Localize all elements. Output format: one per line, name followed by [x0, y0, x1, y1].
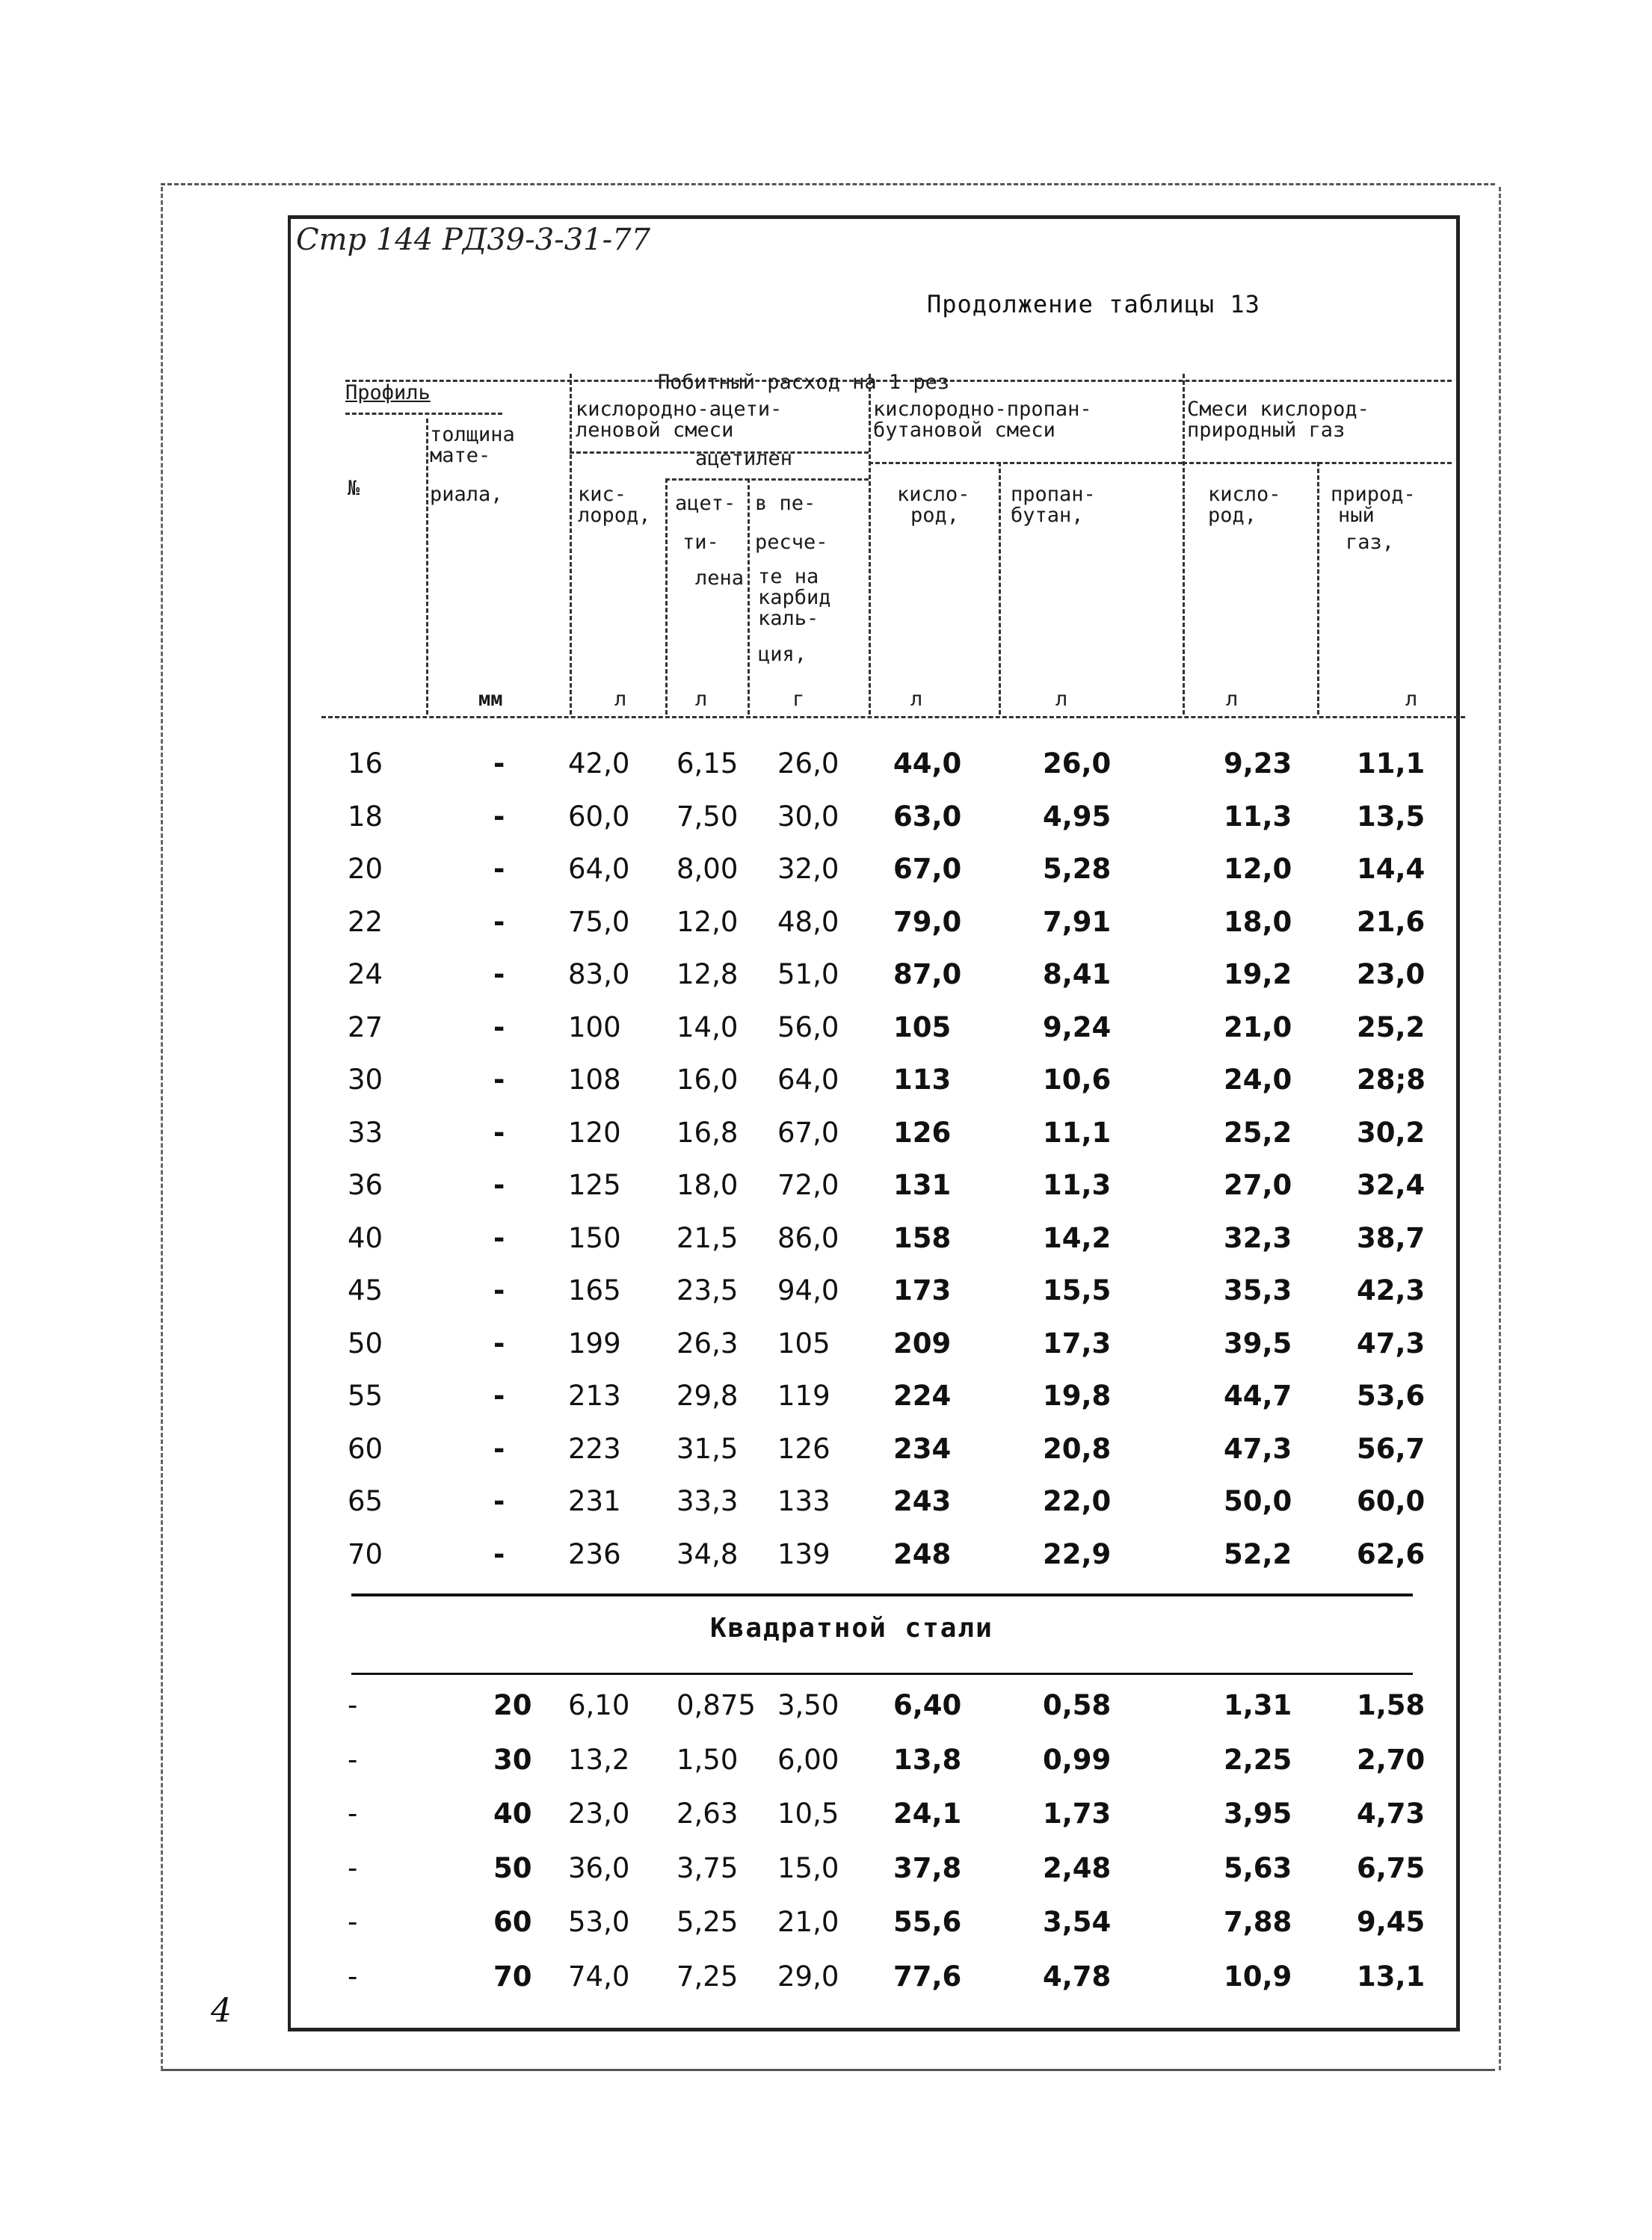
table-cell: 75,0: [568, 905, 630, 938]
table-cell: 3,75: [676, 1851, 739, 1884]
table-cell: 37,8: [893, 1851, 962, 1884]
table-cell: 47,3: [1357, 1327, 1426, 1360]
table-row: [0, 1485, 1652, 1530]
table-cell: -: [493, 1011, 505, 1043]
table-cell: 243: [893, 1485, 952, 1517]
table-cell: 63,0: [893, 800, 962, 833]
table-cell: 13,2: [568, 1743, 630, 1776]
table-cell: 29,8: [676, 1380, 739, 1412]
table-cell: 100: [568, 1011, 621, 1043]
header-group3-title-2: природный газ: [1187, 419, 1346, 442]
table-row: [0, 1380, 1652, 1425]
header-g1-c2-2: ти-: [682, 531, 719, 554]
table-cell: -: [348, 1851, 358, 1884]
table-cell: 47,3: [1224, 1432, 1292, 1465]
table-cell: 35,3: [1224, 1274, 1292, 1306]
header-number: №: [348, 477, 360, 500]
table-cell: 65: [348, 1485, 383, 1517]
table-cell: 6,75: [1357, 1851, 1426, 1884]
table-cell: 20: [348, 853, 383, 885]
table-cell: 224: [893, 1380, 952, 1412]
header-g1-c3-4: карбид: [758, 586, 831, 609]
table-cell: 139: [777, 1537, 830, 1570]
table-cell: 7,88: [1224, 1906, 1292, 1938]
table-row: [0, 747, 1652, 792]
header-g2-c2-1: пропан-: [1011, 483, 1096, 506]
table-cell: 26,3: [676, 1327, 739, 1360]
header-g1-c3-6: ция,: [758, 643, 807, 666]
header-thickness-2: мате-: [430, 444, 491, 467]
table-cell: 24: [348, 958, 383, 990]
table-cell: 5,28: [1043, 853, 1112, 885]
table-row: [0, 853, 1652, 898]
table-cell: 2,25: [1224, 1743, 1292, 1776]
table-cell: 53,0: [568, 1906, 630, 1938]
header-g3-c2-3: газ,: [1346, 531, 1395, 554]
table-cell: 67,0: [893, 853, 962, 885]
table-cell: 21,6: [1357, 905, 1426, 938]
scan-edge-bottom: [161, 2069, 1495, 2071]
table-row: [0, 800, 1652, 845]
table-row: [0, 1852, 1652, 1897]
table-cell: 10,5: [777, 1798, 839, 1830]
table-cell: 6,10: [568, 1689, 630, 1721]
table-cell: 0,99: [1043, 1743, 1112, 1776]
table-divider: [351, 1593, 1413, 1596]
table-cell: -: [493, 1169, 505, 1201]
table-row: [0, 1169, 1652, 1214]
table-cell: -: [493, 1327, 505, 1360]
table-cell: 113: [893, 1064, 952, 1096]
table-cell: 74,0: [568, 1960, 630, 1993]
table-cell: 48,0: [777, 905, 839, 938]
table-cell: -: [493, 1485, 505, 1517]
table-cell: 133: [777, 1485, 830, 1517]
table-cell: 20,8: [1043, 1432, 1112, 1465]
table-row: [0, 958, 1652, 1003]
table-cell: -: [493, 1432, 505, 1465]
table-cell: 20: [493, 1689, 532, 1721]
table-cell: -: [493, 958, 505, 990]
table-cell: 23,0: [1357, 958, 1426, 990]
header-g1-c3-1: в пе-: [755, 492, 816, 515]
table-cell: -: [493, 905, 505, 938]
table-cell: 248: [893, 1537, 952, 1570]
table-cell: 30,0: [777, 800, 839, 833]
table-cell: 126: [777, 1432, 830, 1465]
table-row: [0, 1064, 1652, 1108]
table-cell: 56,7: [1357, 1432, 1426, 1465]
header-g1-c1-2: лород,: [578, 504, 651, 527]
table-cell: -: [493, 800, 505, 833]
table-cell: -: [348, 1743, 358, 1776]
table-cell: -: [348, 1906, 358, 1938]
table-cell: 94,0: [777, 1274, 839, 1306]
unit-c1: л: [614, 688, 627, 711]
header-g3-c2-1: природ-: [1331, 483, 1416, 506]
table-cell: 18: [348, 800, 383, 833]
table-cell: 11,1: [1043, 1116, 1112, 1149]
table-cell: 3,50: [777, 1689, 839, 1721]
table-row: [0, 1011, 1652, 1056]
table-row: [0, 1327, 1652, 1372]
table-cell: -: [493, 1064, 505, 1096]
header-main: Побитный расход на 1 рез: [658, 371, 950, 394]
header-group3-title-1: Смеси кислород-: [1187, 398, 1369, 421]
header-group1-title-2: леновой смеси: [576, 419, 734, 442]
unit-c4: л: [910, 688, 923, 711]
table-cell: 150: [568, 1221, 621, 1254]
table-cell: -: [348, 1689, 358, 1721]
table-cell: 32,0: [777, 853, 839, 885]
table-cell: 56,0: [777, 1011, 839, 1043]
table-cell: 234: [893, 1432, 952, 1465]
table-cell: 9,23: [1224, 747, 1292, 780]
table-cell: 10,9: [1224, 1960, 1292, 1993]
header-g3-c1-1: кисло-: [1208, 483, 1281, 506]
table-cell: 9,45: [1357, 1906, 1426, 1938]
table-cell: 6,00: [777, 1743, 839, 1776]
table-cell: 19,8: [1043, 1380, 1112, 1412]
table-cell: 40: [348, 1221, 383, 1254]
table-row: [0, 1117, 1652, 1161]
table-cell: -: [493, 747, 505, 780]
table-cell: 42,3: [1357, 1274, 1426, 1306]
table-cell: 60: [493, 1906, 532, 1938]
table-cell: 4,95: [1043, 800, 1112, 833]
table-cell: -: [348, 1960, 358, 1993]
table-cell: 2,70: [1357, 1743, 1426, 1776]
table-cell: 26,0: [1043, 747, 1112, 780]
unit-c5: л: [1055, 688, 1068, 711]
table-cell: 6,15: [676, 747, 739, 780]
header-g1-c3-5: каль-: [758, 607, 819, 630]
table-cell: 12,0: [1224, 853, 1292, 885]
table-cell: 131: [893, 1169, 952, 1201]
table-cell: 26,0: [777, 747, 839, 780]
table-cell: 25,2: [1224, 1116, 1292, 1149]
table-cell: 0,58: [1043, 1689, 1112, 1721]
table-cell: 1,58: [1357, 1689, 1426, 1721]
table-cell: 6,40: [893, 1689, 962, 1721]
table-cell: 14,0: [676, 1011, 739, 1043]
table-cell: 105: [777, 1327, 830, 1360]
table-cell: -: [493, 1274, 505, 1306]
table-cell: 27,0: [1224, 1169, 1292, 1201]
table-cell: 38,7: [1357, 1221, 1426, 1254]
table-cell: 70: [348, 1537, 383, 1570]
table-cell: 223: [568, 1432, 621, 1465]
table-cell: 5,63: [1224, 1851, 1292, 1884]
table-cell: 55,6: [893, 1906, 962, 1938]
table-cell: 40: [493, 1798, 532, 1830]
page-stamp: Стр 144 РД39-3-31-77: [296, 223, 651, 257]
unit-c7: л: [1405, 688, 1418, 711]
table-cell: 16: [348, 747, 383, 780]
table-cell: 173: [893, 1274, 952, 1306]
table-cell: 21,0: [777, 1906, 839, 1938]
table-cell: 119: [777, 1380, 830, 1412]
table-cell: 19,2: [1224, 958, 1292, 990]
table-cell: 70: [493, 1960, 532, 1993]
table-cell: 11,1: [1357, 747, 1426, 780]
table-cell: 13,5: [1357, 800, 1426, 833]
table-cell: -: [493, 1380, 505, 1412]
table-row: [0, 1274, 1652, 1319]
table-cell: 11,3: [1043, 1169, 1112, 1201]
table-cell: 1,50: [676, 1743, 739, 1776]
table-row: [0, 1798, 1652, 1842]
table-cell: 77,6: [893, 1960, 962, 1993]
table-cell: 36,0: [568, 1851, 630, 1884]
table-cell: 60: [348, 1432, 383, 1465]
table-cell: 12,0: [676, 905, 739, 938]
table-cell: 25,2: [1357, 1011, 1426, 1043]
table-cell: 50,0: [1224, 1485, 1292, 1517]
table-cell: -: [348, 1798, 358, 1830]
table-cell: 42,0: [568, 747, 630, 780]
table-cell: 52,2: [1224, 1537, 1292, 1570]
table-cell: 7,91: [1043, 905, 1112, 938]
table-cell: 45: [348, 1274, 383, 1306]
header-g3-c1-2: род,: [1208, 504, 1257, 527]
table-cell: 16,0: [676, 1064, 739, 1096]
page-mark: 4: [211, 1992, 232, 2030]
table-row: [0, 1433, 1652, 1478]
table-cell: 120: [568, 1116, 621, 1149]
table-cell: 16,8: [676, 1116, 739, 1149]
table-cell: 22,9: [1043, 1537, 1112, 1570]
table-cell: 34,8: [676, 1537, 739, 1570]
table-cell: 22,0: [1043, 1485, 1112, 1517]
header-profile: Профиль: [345, 381, 431, 404]
table-cell: 60,0: [568, 800, 630, 833]
unit-c6: л: [1226, 688, 1239, 711]
header-g2-c2-2: бутан,: [1011, 504, 1084, 527]
header-g3-c2-2: ный: [1338, 504, 1375, 527]
table-cell: 3,54: [1043, 1906, 1112, 1938]
table-cell: 8,00: [676, 853, 739, 885]
table-caption: Продолжение таблицы 13: [927, 290, 1260, 318]
table-cell: 87,0: [893, 958, 962, 990]
table-cell: 27: [348, 1011, 383, 1043]
header-g1-c1-1: кис-: [578, 483, 627, 506]
table-cell: 67,0: [777, 1116, 839, 1149]
table-cell: 1,73: [1043, 1798, 1112, 1830]
table-cell: 236: [568, 1537, 621, 1570]
table-cell: 22: [348, 905, 383, 938]
table-cell: 18,0: [676, 1169, 739, 1201]
table-cell: 55: [348, 1380, 383, 1412]
table-cell: 51,0: [777, 958, 839, 990]
table-cell: -: [493, 1537, 505, 1570]
table-cell: 44,0: [893, 747, 962, 780]
table-cell: 3,95: [1224, 1798, 1292, 1830]
table-cell: 105: [893, 1011, 952, 1043]
table-cell: 10,6: [1043, 1064, 1112, 1096]
table-cell: 23,0: [568, 1798, 630, 1830]
table-cell: 9,24: [1043, 1011, 1112, 1043]
table-cell: 17,3: [1043, 1327, 1112, 1360]
table-cell: 15,0: [777, 1851, 839, 1884]
table-cell: 30,2: [1357, 1116, 1426, 1149]
table-cell: 7,25: [676, 1960, 739, 1993]
table-cell: 31,5: [676, 1432, 739, 1465]
table-cell: 23,5: [676, 1274, 739, 1306]
header-g1-c2-3: лена: [695, 567, 745, 590]
table-cell: 126: [893, 1116, 952, 1149]
header-thickness-3: риала,: [430, 483, 503, 506]
table-cell: 13,8: [893, 1743, 962, 1776]
table-cell: 108: [568, 1064, 621, 1096]
header-g1-c3-2: ресче-: [755, 531, 828, 554]
table-cell: 21,0: [1224, 1011, 1292, 1043]
unit-c3: г: [792, 688, 805, 711]
table-cell: 18,0: [1224, 905, 1292, 938]
table-cell: 21,5: [676, 1221, 739, 1254]
table-cell: 213: [568, 1380, 621, 1412]
table-cell: 15,5: [1043, 1274, 1112, 1306]
table-cell: -: [493, 1221, 505, 1254]
table-row: [0, 1538, 1652, 1583]
table-cell: 33: [348, 1116, 383, 1149]
table-cell: 83,0: [568, 958, 630, 990]
scan-edge-top: [161, 183, 1495, 185]
table-cell: 125: [568, 1169, 621, 1201]
header-thickness-1: толщина: [430, 423, 515, 446]
header-g2-c1-2: род,: [910, 504, 960, 527]
table-cell: 158: [893, 1221, 952, 1254]
table-cell: 2,48: [1043, 1851, 1112, 1884]
header-g1-c2-1: ацет-: [675, 492, 736, 515]
header-group2-title-2: бутановой смеси: [873, 419, 1055, 442]
table-cell: 199: [568, 1327, 621, 1360]
header-g2-c1-1: кисло-: [897, 483, 970, 506]
table-cell: 24,0: [1224, 1064, 1292, 1096]
table-cell: 79,0: [893, 905, 962, 938]
table-cell: 1,31: [1224, 1689, 1292, 1721]
table-cell: 36: [348, 1169, 383, 1201]
table-row: [0, 906, 1652, 951]
table-cell: 62,6: [1357, 1537, 1426, 1570]
table-cell: 231: [568, 1485, 621, 1517]
table-cell: 5,25: [676, 1906, 739, 1938]
table-row: [0, 1960, 1652, 2005]
table-cell: 0,875: [676, 1689, 756, 1721]
header-group1-sub: ацетилен: [695, 447, 793, 470]
table-cell: 12,8: [676, 958, 739, 990]
table-cell: 39,5: [1224, 1327, 1292, 1360]
table-cell: 4,78: [1043, 1960, 1112, 1993]
table-cell: 165: [568, 1274, 621, 1306]
table-cell: 28;8: [1357, 1064, 1426, 1096]
table-cell: 8,41: [1043, 958, 1112, 990]
table-cell: 2,63: [676, 1798, 739, 1830]
table-cell: 24,1: [893, 1798, 962, 1830]
table-cell: 11,3: [1224, 800, 1292, 833]
table-cell: 64,0: [777, 1064, 839, 1096]
table-cell: 30: [493, 1743, 532, 1776]
table-cell: 32,4: [1357, 1169, 1426, 1201]
table-cell: 4,73: [1357, 1798, 1426, 1830]
table-cell: 44,7: [1224, 1380, 1292, 1412]
header-group1-title-1: кислородно-ацети-: [576, 398, 783, 421]
table-row: [0, 1906, 1652, 1951]
table-cell: 33,3: [676, 1485, 739, 1517]
table-cell: 86,0: [777, 1221, 839, 1254]
table-row: [0, 1744, 1652, 1789]
table-cell: 50: [493, 1851, 532, 1884]
header-group2-title-1: кислородно-пропан-: [873, 398, 1092, 421]
table-cell: -: [493, 1116, 505, 1149]
table-cell: 53,6: [1357, 1380, 1426, 1412]
table-cell: 14,2: [1043, 1221, 1112, 1254]
table-cell: 7,50: [676, 800, 739, 833]
table-cell: 50: [348, 1327, 383, 1360]
unit-thickness: мм: [478, 688, 503, 711]
table-cell: 14,4: [1357, 853, 1426, 885]
table-cell: 29,0: [777, 1960, 839, 1993]
table-row: [0, 1222, 1652, 1267]
table-cell: 72,0: [777, 1169, 839, 1201]
table-cell: 209: [893, 1327, 952, 1360]
section-title: Квадратной стали: [710, 1613, 993, 1644]
header-g1-c3-3: те на: [758, 565, 819, 588]
table-cell: 64,0: [568, 853, 630, 885]
unit-c2: л: [695, 688, 708, 711]
table-cell: 13,1: [1357, 1960, 1426, 1993]
section-divider: [351, 1673, 1413, 1675]
table-row: [0, 1689, 1652, 1734]
table-cell: 32,3: [1224, 1221, 1292, 1254]
table-cell: -: [493, 853, 505, 885]
table-cell: 60,0: [1357, 1485, 1426, 1517]
table-cell: 30: [348, 1064, 383, 1096]
